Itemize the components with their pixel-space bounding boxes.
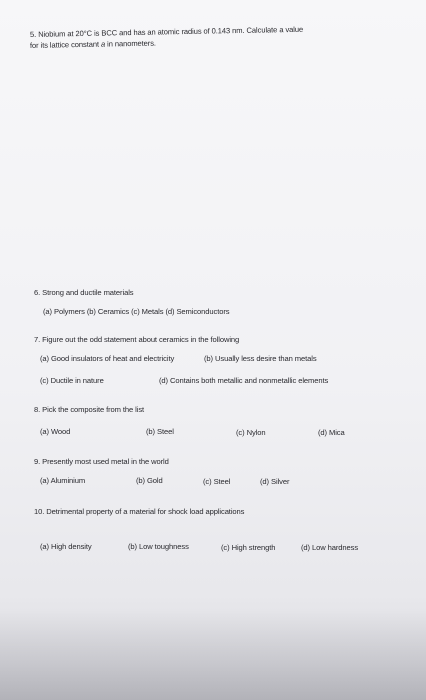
question-7-option-b: (b) Usually less desire than metals xyxy=(204,354,317,363)
question-8-option-c: (c) Nylon xyxy=(236,428,266,437)
question-5-line-1: 5. Niobium at 20°C is BCC and has an atomic radius of 0.143 nm. Calculate a value xyxy=(29,24,304,39)
question-7-text: 7. Figure out the odd statement about ceramics in the following xyxy=(34,335,240,344)
question-7-option-d: (d) Contains both metallic and nonmetallic elements xyxy=(159,376,329,385)
question-5-line-2 xyxy=(30,39,156,50)
question-10-text: 10. Detrimental property of a material for shock load applications xyxy=(34,507,245,516)
question-9-option-c: (c) Steel xyxy=(203,477,231,486)
question-10-option-d: (d) Low hardness xyxy=(301,543,359,552)
question-6-options: (a) Polymers (b) Ceramics (c) Metals (d) Semiconductors xyxy=(43,307,230,316)
question-9-option-a: (a) Aluminium xyxy=(40,476,86,485)
question-7-option-a: (a) Good insulators of heat and electricity xyxy=(40,354,175,363)
question-5-text-start: for its lattice constant xyxy=(29,39,102,50)
question-6-text: 6. Strong and ductile materials xyxy=(34,288,134,297)
question-10-option-a: (a) High density xyxy=(40,542,92,551)
question-9-option-d: (d) Silver xyxy=(260,477,290,486)
question-7-option-c: (c) Ductile in nature xyxy=(40,376,104,385)
question-8-option-a: (a) Wood xyxy=(40,427,71,436)
question-8-option-d: (d) Mica xyxy=(318,428,345,437)
question-10-option-b: (b) Low toughness xyxy=(128,542,189,551)
question-9-text: 9. Presently most used metal in the world xyxy=(34,457,169,466)
question-8-text: 8. Pick the composite from the list xyxy=(34,405,145,414)
question-10-option-c: (c) High strength xyxy=(221,543,276,552)
question-8-option-b: (b) Steel xyxy=(146,427,174,436)
question-9-option-b: (b) Gold xyxy=(136,476,163,485)
question-5-variable: a xyxy=(100,39,106,49)
page-bottom-shadow xyxy=(0,610,426,700)
question-5-text-end: in nanometers. xyxy=(104,38,156,49)
